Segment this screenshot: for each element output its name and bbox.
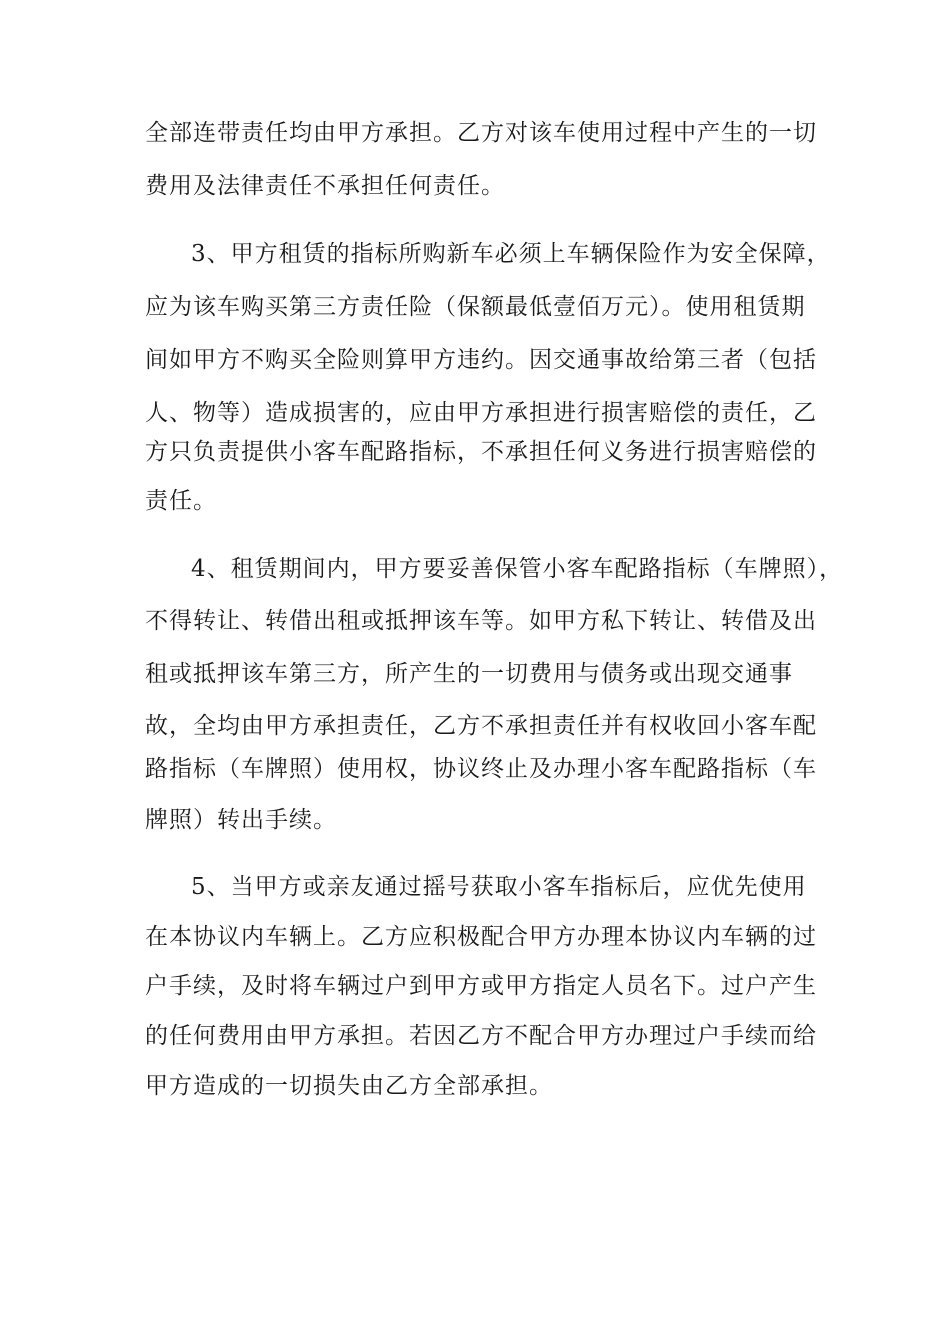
text-line: 的任何费用由甲方承担。若因乙方不配合甲方办理过户手续而给 bbox=[145, 1023, 817, 1049]
text-line: 应为该车购买第三方责任险（保额最低壹佰万元）。使用租赁期 bbox=[145, 294, 806, 320]
text-line: 方只负责提供小客车配路指标，不承担任何义务进行损害赔偿的 bbox=[145, 439, 817, 465]
text-line: 人、物等）造成损害的，应由甲方承担进行损害赔偿的责任，乙 bbox=[145, 400, 817, 426]
text-line: 户手续，及时将车辆过户到甲方或甲方指定人员名下。过户产生 bbox=[145, 973, 817, 999]
text-line: 路指标（车牌照）使用权，协议终止及办理小客车配路指标（车 bbox=[145, 756, 817, 782]
text-line: 5、当甲方或亲友通过摇号获取小客车指标后，应优先使用 bbox=[191, 874, 807, 900]
text-line: 费用及法律责任不承担任何责任。 bbox=[145, 173, 505, 199]
text-line: 4、租赁期间内，甲方要妥善保管小客车配路指标（车牌照）， bbox=[191, 556, 844, 582]
text-line: 牌照）转出手续。 bbox=[145, 807, 337, 833]
text-line: 3、甲方租赁的指标所购新车必须上车辆保险作为安全保障， bbox=[191, 241, 831, 267]
text-line: 在本协议内车辆上。乙方应积极配合甲方办理本协议内车辆的过 bbox=[145, 924, 817, 950]
text-line: 责任。 bbox=[145, 488, 217, 514]
text-line: 间如甲方不购买全险则算甲方违约。因交通事故给第三者（包括 bbox=[145, 347, 817, 373]
text-line: 不得转让、转借出租或抵押该车等。如甲方私下转让、转借及出 bbox=[145, 608, 817, 634]
text-line: 租或抵押该车第三方，所产生的一切费用与债务或出现交通事 bbox=[145, 661, 793, 687]
text-line: 故，全均由甲方承担责任，乙方不承担责任并有权收回小客车配 bbox=[145, 713, 817, 739]
text-line: 全部连带责任均由甲方承担。乙方对该车使用过程中产生的一切 bbox=[145, 120, 817, 146]
text-line: 甲方造成的一切损失由乙方全部承担。 bbox=[145, 1073, 553, 1099]
